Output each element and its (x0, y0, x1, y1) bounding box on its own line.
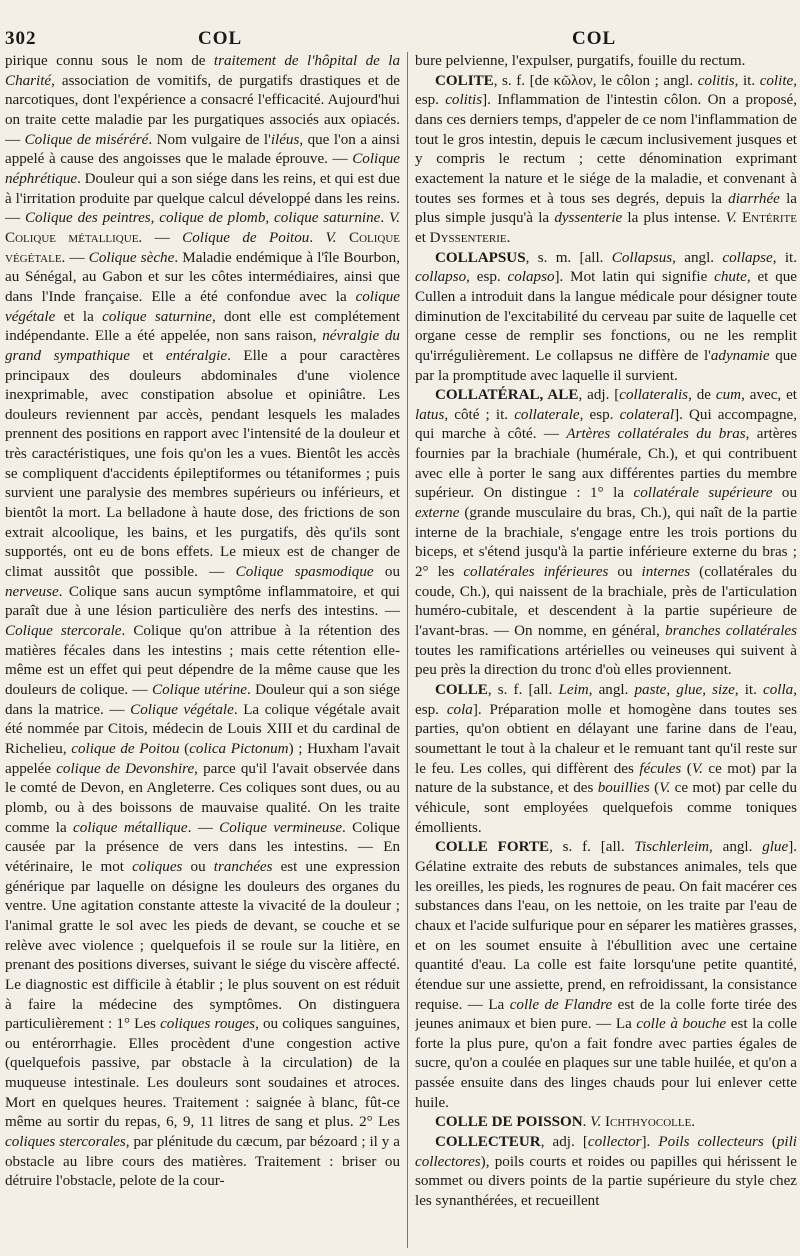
italic-term: collapse (722, 249, 773, 266)
italic-term: Colique stercorale (5, 623, 122, 640)
text-run: , adj. [ (540, 1134, 588, 1151)
italic-term: entéralgie (165, 347, 228, 364)
entry-headword: COLLE (435, 682, 488, 698)
text-run: pirique connu sous le nom de (5, 53, 214, 69)
text-run: , ou coliques sanguines, ou entérorrhagie. Elles procèdent d'une congestion active (quelquefois passive, par obstacle à la circulation) de la muqueuse intestinale. Les douleurs sont soudaines et atroces. Mort en quelques heures. Traitement : saignée à blanc, fût-ce même au sortir du repas, 6, 9, 11 litres de sang et plus. 2° Les (5, 1016, 400, 1131)
italic-term: coliques (132, 858, 183, 875)
text-run: et (415, 229, 430, 246)
text-run: . — (187, 819, 220, 836)
text-run: , et que Cullen a introduit dans la langue médicale pour désigner toute diminution de l'excitabilité du cerveau par suite de laquelle cet organe cesse de remplir ses fonctions, ou ne les remplit qu'irrégulièrement. Le collapsus ne diffère de l' (415, 269, 797, 364)
text-run: , par plénitude du cæcum, par bézoard ; il y a obstacle au libre cours des matières. Traitement : briser ou détruire l'obstacle, pelote de la cour- (5, 1134, 400, 1190)
text-run: . La colique végétale avait été nommée par Citois, médecin de Louis XIII et du cardinal de Richelieu, (5, 701, 400, 757)
text-run: . Douleur qui a son siége dans la matrice. — (5, 682, 400, 718)
text-run: , angl. (588, 682, 635, 698)
text-run: , côté ; it. (444, 406, 515, 423)
left-column-paragraph (5, 52, 400, 1192)
text-run: , esp. (415, 682, 797, 718)
text-run: ), poils courts et roides ou papilles qui hérissent le sommet ou divers points de la partie supérieure du style chez les synanthérées, et recueillent (415, 1153, 797, 1210)
italic-term: colle à bouche (636, 1016, 727, 1033)
text-run: ) ; Huxham l'avait appelée (5, 740, 400, 777)
text-run: , it. (734, 72, 760, 89)
text-run: ]. Préparation molle et homogène dans toutes ses parties, qu'on obtient en délayant une farine dans de l'eau, soumettant le tout à la chaleur et le remuant tant qu'il reste sur le feu. Les colles, qui diffèrent des (415, 701, 797, 777)
text-run: . Colique qu'on attribue à la rétention des matières fécales dans les intestins ; mais cette rétention elle-même est un effet qui peut dépendre de la même cause que les douleurs de colique. — (5, 623, 400, 698)
italic-term: colique de Poitou (71, 740, 180, 757)
italic-term: collapso (415, 269, 467, 286)
text-run: , esp. (415, 72, 797, 109)
italic-term: collatérales inférieures (463, 564, 609, 581)
cross-reference: Ichthyocolle (605, 1114, 692, 1131)
entry-collecteur (415, 1133, 797, 1212)
text-run: , angl. (672, 249, 723, 266)
text-run: bure pelvienne, l'expulser, purgatifs, fouille du rectum. (415, 53, 746, 69)
italic-term: externe (415, 505, 460, 522)
text-run: ]. Inflammation de l'intestin côlon. On a proposé, dans ces derniers temps, d'appeler de ce nom l'inflammation de tout le gros intestin, depuis le cæcum inclusivement jusques et y compris le rectum ; cette dénomination exprimant exactement la nature et le siége de la maladie, et convenant à toutes ses formes et à tous ses degrés, depuis la (415, 92, 797, 207)
entry-headword: COLITE (435, 72, 494, 89)
italic-term: V. (388, 210, 400, 227)
italic-term: coliques stercorales (5, 1134, 126, 1151)
italic-term: branches collatérales (665, 623, 797, 640)
italic-term: V. (725, 210, 737, 227)
text-run: , s. f. [de κῶλον, le côlon ; angl. (493, 72, 698, 89)
text-run: , s. f. [all. (549, 839, 635, 856)
text-run: , s. m. [all. (525, 249, 612, 266)
italic-term: coliques rouges (160, 1016, 256, 1033)
entry-headword: COLLAPSUS (435, 249, 526, 266)
text-run: . (691, 1114, 696, 1131)
text-run: . Douleur qui a son siége dans les reins, et qui est due à l'irritation produite par quelque calcul développé dans les reins. — (5, 170, 400, 227)
text-run: . (582, 1114, 591, 1131)
text-run: , artères fournies par la brachiale (humérale, Ch.), et qui contribuent avec elle à porter le sang aux différentes parties du membre supérieur. On distingue : 1° la (415, 426, 797, 502)
text-run: (grande musculaire du bras, Ch.), qui naît de la partie interne de la brachiale, s'engage entre les trois portions du biceps, et s'étend jusqu'à la partie inférieure externe du bras ; 2° les (415, 505, 797, 581)
italic-term: cum (715, 387, 742, 404)
text-run: et la (55, 308, 103, 325)
italic-term: collector (587, 1134, 642, 1151)
text-run: et (129, 347, 166, 364)
text-run: , it. (772, 249, 797, 266)
italic-term: collatérale supérieure (633, 485, 773, 502)
text-run: est de la colle forte tirée des jeunes animaux et bien pure. — La (415, 996, 797, 1033)
text-run: , de (688, 387, 716, 404)
text-run: , s. f. [all. (487, 682, 559, 698)
entry-colite (415, 72, 797, 249)
text-run: ]. Gélatine extraite des rebuts de substances animales, tels que les oreilles, les pieds, les rognures de peau. On fait macérer ces substances dans l'eau, on les nettoie, on les traite par l'eau de chaux et l'acide sulfurique pour en séparer les matières grasses, et on les soumet ensuite à l'ébullition avec une certaine quantité d'eau. La colle est faite lorsqu'une petite quantité, étendue sur une assiette, prend, en refroidissant, la consistance requise. — La (415, 839, 797, 1013)
text-run: ]. Qui accompagne, qui marche à côté. — (415, 406, 797, 443)
text-run: la plus intense. (622, 210, 726, 227)
cross-reference: Colique métallique (5, 229, 139, 246)
left-column (5, 52, 400, 1248)
italic-term: Colique utérine (152, 682, 247, 698)
entry-headword: COLLECTEUR (435, 1134, 541, 1151)
text-run: ce mot) par celle du véhicule, sont employées quelquefois comme toniques émollients. (415, 780, 797, 836)
italic-term: diarrhée (728, 190, 780, 207)
text-run: . (380, 210, 389, 227)
text-run: ( (763, 1134, 777, 1151)
italic-term: colapso (507, 269, 555, 286)
text-run: . (309, 229, 326, 246)
italic-term: Colique des peintres, colique de plomb, colique saturnine (24, 210, 381, 227)
text-run: ( (649, 780, 660, 797)
italic-term: collaterale (514, 406, 580, 423)
text-run: , avec, et (741, 387, 797, 404)
text-run: que par la promptitude avec laquelle il survient. (415, 347, 797, 384)
italic-term: colla (763, 682, 794, 698)
text-run: . — (138, 229, 183, 246)
text-run: (collatérales du coude, Ch.), qui naissent de la brachiale, près de l'articulation huméro-cubitale, et descendent à la partie supérieure de l'avant-bras. — On nomme, en général, (415, 564, 797, 640)
italic-term: colique saturnine (102, 308, 212, 325)
text-run: . (506, 229, 511, 246)
italic-term: collateralis (619, 387, 689, 404)
italic-term: cola (446, 701, 473, 718)
entry-collateral (415, 386, 797, 681)
page-number: 302 (5, 28, 37, 49)
italic-term: colique végétale (5, 288, 400, 325)
italic-term: Colique de miséréré (24, 131, 149, 148)
text-run: ( (179, 740, 190, 757)
italic-term: iléus (270, 131, 300, 148)
italic-term: Artères collatérales du bras (566, 426, 746, 443)
text-run: la plus simple jusqu'à la (415, 190, 797, 227)
text-run: , it. (734, 682, 764, 698)
italic-term: bouillies (597, 780, 650, 797)
italic-term: glue (762, 839, 789, 856)
text-run: ]. (641, 1134, 659, 1151)
italic-term: colite (759, 72, 794, 89)
italic-term: Colique vermineuse (219, 819, 343, 836)
italic-term: Poils collecteurs (658, 1134, 764, 1151)
text-run: . Nom vulgaire de l' (148, 131, 271, 148)
italic-term: V. (691, 760, 703, 777)
entry-colle (415, 681, 797, 838)
text-run (337, 230, 349, 246)
text-run: . Maladie endémique à l'île Bourbon, au Sénégal, au Gabon et sur les côtes intermédiaires, ainsi que dans l'Inde française. Elle a été confondue avec la (5, 249, 400, 305)
text-run: , esp. (466, 269, 508, 286)
right-continuation-paragraph (415, 52, 797, 72)
text-run: ou (772, 485, 797, 502)
cross-reference: Entérite (741, 210, 797, 227)
text-columns (5, 52, 797, 1248)
italic-term: colitis (445, 92, 483, 109)
italic-term: V. (659, 780, 671, 797)
italic-term: Colique néphrétique (5, 151, 400, 187)
italic-term: pili collectores (415, 1134, 797, 1170)
text-run: , association de vomitifs, de purgatifs drastiques et de narcotiques, dont l'expérience a consacré l'efficacité. Aujourd'hui on traite cette maladie par les purgatiques associés aux opiacés. — (5, 72, 400, 148)
italic-term: V. (325, 229, 337, 246)
italic-term: névralgie du grand sympathique (5, 328, 400, 364)
text-run: est la colle forte la plus pure, qu'on a fait fondre avec parties égales de sucre, qu'on a coulée en plaques sur une table huilée, et qu'on a passée ensuite dans des linges chauds pour lui enlever cette huile. (415, 1016, 797, 1111)
cross-reference: Dyssenterie (429, 229, 507, 246)
italic-term: paste, glue, size (634, 682, 735, 698)
text-run: , que l'on a ainsi appelé à cause des angoisses que le malade éprouve. — (5, 131, 400, 168)
right-column (415, 52, 797, 1248)
italic-term: Colique végétale (130, 701, 234, 718)
italic-term: internes (641, 564, 691, 581)
italic-term: dyssenterie (554, 210, 623, 227)
entry-headword: COLLE FORTE (435, 839, 550, 856)
italic-term: Colique de Poitou (182, 229, 310, 246)
text-run: , adj. [ (578, 387, 620, 404)
text-run: ou (608, 564, 642, 581)
text-run: . Colique causée par la présence de vers dans les intestins. — En vétérinaire, le mot (5, 819, 400, 875)
italic-term: colle de Flandre (509, 996, 613, 1013)
cross-reference: Colique végétale (5, 229, 400, 266)
text-run: , parce qu'il l'avait observée dans le comté de Devon, en Angleterre. Ces coliques sont dues, ou au plomb, ou à des boissons de mauvaise qualité. On les traite comme la (5, 760, 400, 836)
text-run: ( (681, 760, 692, 777)
text-run: . — (61, 249, 89, 266)
italic-term: chute (714, 269, 747, 286)
italic-term: Tischlerleim (634, 839, 710, 856)
italic-term: V. (590, 1114, 602, 1131)
column-divider (407, 52, 408, 1248)
entry-headword: COLLE DE POISSON (435, 1114, 583, 1131)
text-run: , angl. (709, 839, 763, 856)
text-run: toutes les ramifications artérielles ou veineuses qui suivent à peu près la direction du tronc d'où elles proviennent. (415, 642, 797, 679)
italic-term: traitement de l'hôpital de la Charité (5, 53, 400, 89)
italic-term: Colique spasmodique (235, 564, 374, 581)
text-run: ou (373, 564, 400, 581)
text-run: ]. Mot latin qui signifie (554, 269, 715, 286)
italic-term: nerveuse (5, 583, 59, 600)
italic-term: Colique sèche (88, 249, 175, 266)
left-running-head: COL (198, 28, 243, 49)
italic-term: colique de Devonshire (56, 760, 195, 777)
entry-collapsus (415, 249, 797, 387)
italic-term: adynamie (710, 347, 770, 364)
entry-headword: COLLATÉRAL, ALE (435, 387, 579, 404)
right-running-head: COL (572, 28, 617, 49)
italic-term: colitis (697, 72, 735, 89)
italic-term: Collapsus (611, 249, 673, 266)
text-run: . Colique sans aucun symptôme inflammatoire, et qui paraît due à une lésion particulière des nerfs des intestins. — (5, 583, 400, 620)
text-run: ce mot) par la nature de la substance, et des (415, 760, 797, 797)
text-run: , dont elle est complétement indépendante. Elle a été appelée, non sans raison, (5, 308, 400, 345)
italic-term: tranchées (213, 858, 273, 875)
italic-term: Leim (558, 682, 589, 698)
italic-term: colique métallique (73, 819, 188, 836)
entry-colle-de-poisson (415, 1113, 797, 1133)
entry-colle-forte (415, 838, 797, 1113)
italic-term: fécules (639, 760, 682, 777)
italic-term: colica Pictonum (189, 740, 289, 757)
italic-term: colateral (619, 406, 675, 423)
text-run: . Elle a pour caractères principaux des douleurs abdominales d'une violence inexprimable, avec constipation absolue et opiniâtre. Les douleurs reviennent par accès, pendant lesquels les malades prennent des positions en rapport avec l'intensité de la douleur et très caractéristiques, une fois qu'on les a vues. Bientôt les accès se compliquent d'accidents épileptiformes ou tétaniformes ; puis survient une paralysie des membres supérieurs ou inférieurs, et bientôt la mort. La belladone à haute dose, des frictions de son extrait alcoolique, les bains, et les purgatifs, dès qu'ils sont supportés, ont eu de bons effets. Le mieux est de changer de climat aussitôt que possible. — (5, 347, 400, 581)
italic-term: latus (415, 406, 445, 423)
text-run: est une expression générique par laquelle on désigne les douleurs des organes du ventre. Une agitation constante atteste la vivacité de la douleur ; l'animal gratte le sol avec les pieds de devant, se couche et se relève avec violence ; quelquefois il se roule sur la litière, en prenant des positions diverses, suivant le siége du viscère affecté. Le diagnostic est difficile à établir ; le plus souvent on est réduit à faire la médecine des symptômes. On distinguera particulièrement : 1° Les (5, 858, 400, 1033)
text-run: ou (182, 858, 214, 875)
text-run: , esp. (579, 406, 620, 423)
